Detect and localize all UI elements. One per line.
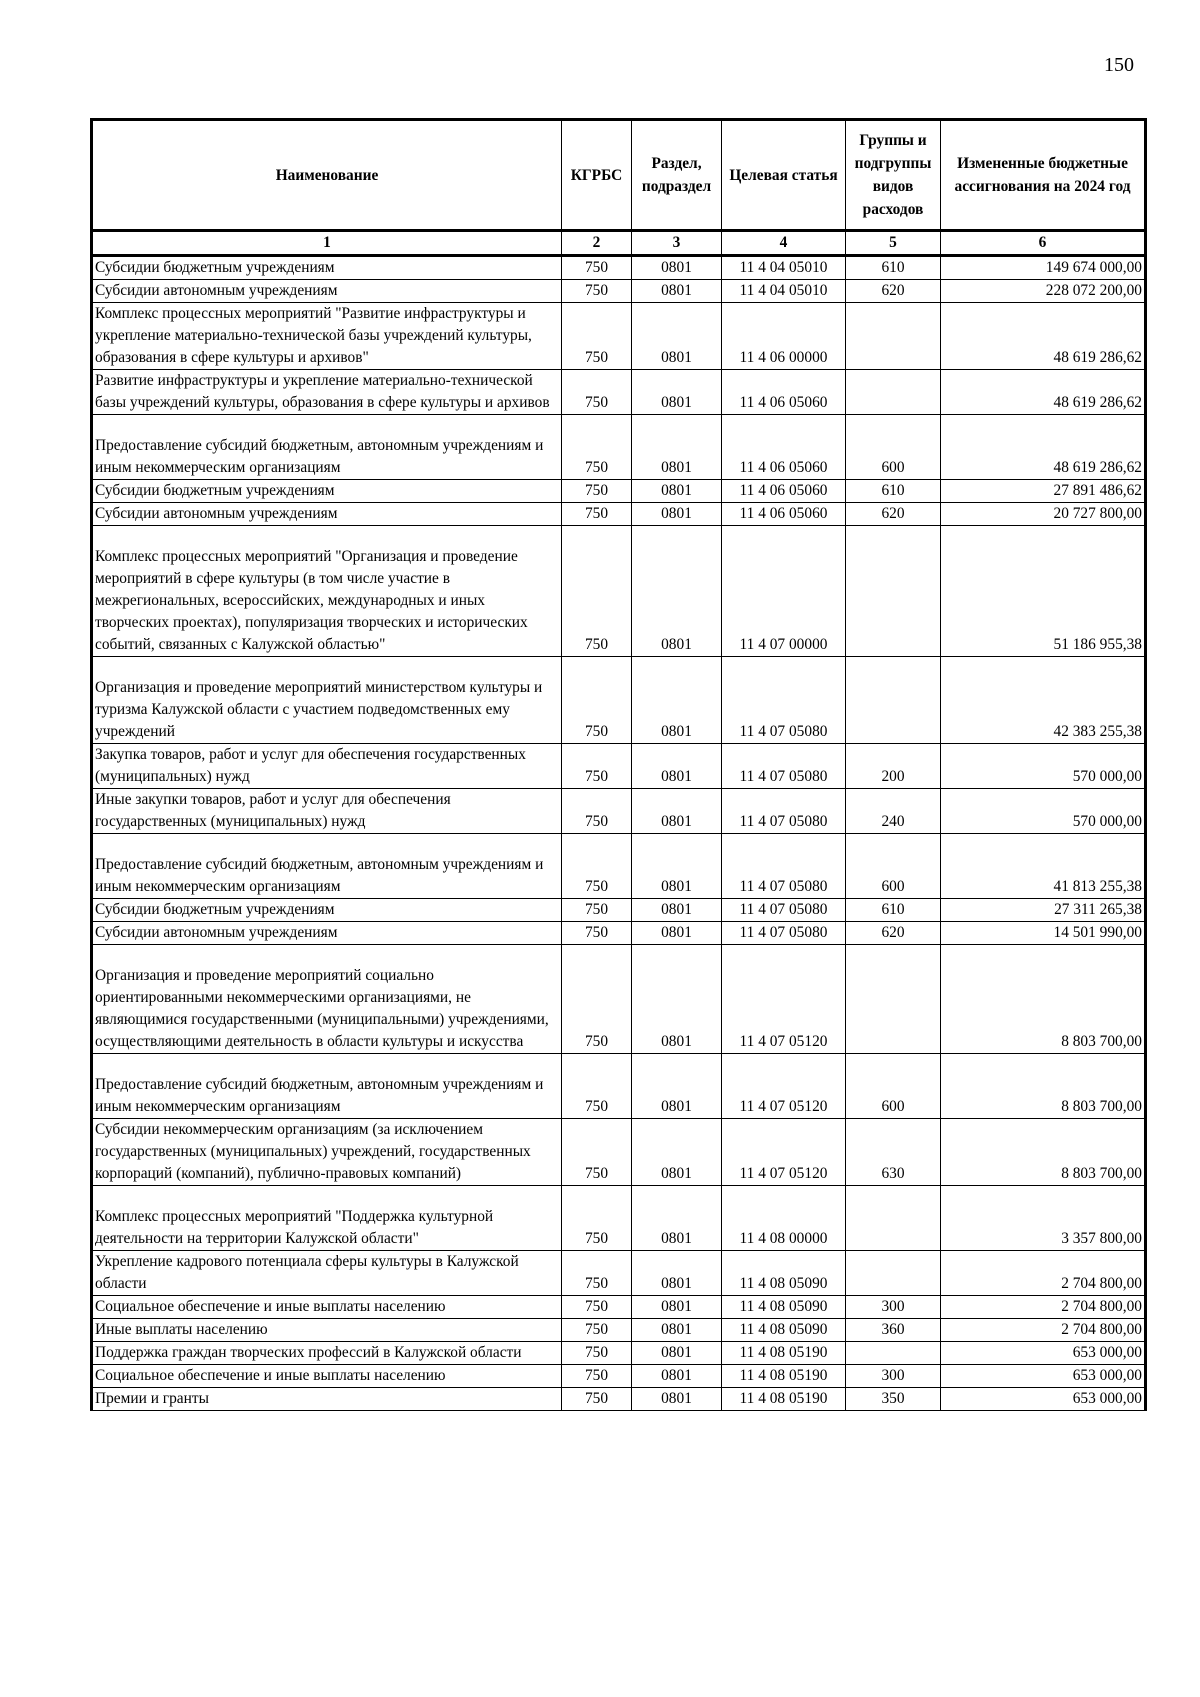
column-number: 4 xyxy=(722,231,846,256)
row-amount: 27 891 486,62 xyxy=(941,480,1146,503)
column-number: 6 xyxy=(941,231,1146,256)
row-group: 620 xyxy=(846,280,941,303)
table-row xyxy=(92,744,1146,789)
row-kgrbs: 750 xyxy=(562,256,632,280)
header-name: Наименование xyxy=(92,120,562,231)
row-kgrbs: 750 xyxy=(562,744,632,789)
row-target: 11 4 06 05060 xyxy=(722,503,846,526)
row-name: Предоставление субсидий бюджетным, автономным учреждениям и иным некоммерческим организациям xyxy=(92,415,562,480)
row-amount: 2 704 800,00 xyxy=(941,1296,1146,1319)
row-group: 240 xyxy=(846,789,941,834)
row-name: Комплекс процессных мероприятий "Организация и проведение мероприятий в сфере культуры (в том числе участие в межрегиональных, всероссийских, международных и иных творческих проектах), популяризация творческих и исторических событий, связанных с Калужской областью" xyxy=(92,526,562,657)
row-section: 0801 xyxy=(632,1342,722,1365)
row-group: 200 xyxy=(846,744,941,789)
row-amount: 8 803 700,00 xyxy=(941,1054,1146,1119)
row-name: Организация и проведение мероприятий социально ориентированными некоммерческими организациями, не являющимися государственными (муниципальными) учреждениями, осуществляющими деятельность в области культуры и искусства xyxy=(92,945,562,1054)
table-row xyxy=(92,1365,1146,1388)
row-name: Предоставление субсидий бюджетным, автономным учреждениям и иным некоммерческим организациям xyxy=(92,834,562,899)
row-group: 600 xyxy=(846,1054,941,1119)
row-section: 0801 xyxy=(632,789,722,834)
row-section: 0801 xyxy=(632,1319,722,1342)
row-amount: 48 619 286,62 xyxy=(941,303,1146,370)
table-row xyxy=(92,256,1146,280)
row-kgrbs: 750 xyxy=(562,1296,632,1319)
row-name: Субсидии бюджетным учреждениям xyxy=(92,480,562,503)
table-row xyxy=(92,1342,1146,1365)
row-group xyxy=(846,657,941,744)
row-target: 11 4 07 05080 xyxy=(722,789,846,834)
row-target: 11 4 07 05080 xyxy=(722,899,846,922)
row-kgrbs: 750 xyxy=(562,480,632,503)
row-name: Субсидии некоммерческим организациям (за исключением государственных (муниципальных) учреждений, государственных корпораций (компаний), публично-правовых компаний) xyxy=(92,1119,562,1186)
row-amount: 149 674 000,00 xyxy=(941,256,1146,280)
table-body xyxy=(92,256,1146,1411)
header-row xyxy=(92,120,1146,231)
row-section: 0801 xyxy=(632,1365,722,1388)
row-amount: 653 000,00 xyxy=(941,1342,1146,1365)
table-row xyxy=(92,1186,1146,1251)
row-name: Организация и проведение мероприятий министерством культуры и туризма Калужской области с участием подведомственных ему учреждений xyxy=(92,657,562,744)
row-group: 630 xyxy=(846,1119,941,1186)
row-target: 11 4 06 05060 xyxy=(722,480,846,503)
table-row xyxy=(92,415,1146,480)
header-kgrbs: КГРБС xyxy=(562,120,632,231)
row-kgrbs: 750 xyxy=(562,1054,632,1119)
row-section: 0801 xyxy=(632,256,722,280)
row-target: 11 4 07 05080 xyxy=(722,922,846,945)
row-group: 600 xyxy=(846,834,941,899)
row-section: 0801 xyxy=(632,480,722,503)
row-name: Социальное обеспечение и иные выплаты населению xyxy=(92,1365,562,1388)
row-section: 0801 xyxy=(632,415,722,480)
row-section: 0801 xyxy=(632,834,722,899)
row-target: 11 4 08 05190 xyxy=(722,1365,846,1388)
row-amount: 8 803 700,00 xyxy=(941,1119,1146,1186)
row-kgrbs: 750 xyxy=(562,1342,632,1365)
row-group xyxy=(846,1342,941,1365)
row-kgrbs: 750 xyxy=(562,922,632,945)
row-name: Комплекс процессных мероприятий "Поддержка культурной деятельности на территории Калужской области" xyxy=(92,1186,562,1251)
column-number-row xyxy=(92,231,1146,256)
row-group xyxy=(846,526,941,657)
row-group: 620 xyxy=(846,922,941,945)
row-target: 11 4 07 05080 xyxy=(722,657,846,744)
row-kgrbs: 750 xyxy=(562,945,632,1054)
row-kgrbs: 750 xyxy=(562,1319,632,1342)
row-kgrbs: 750 xyxy=(562,1388,632,1411)
row-amount: 2 704 800,00 xyxy=(941,1319,1146,1342)
table-row xyxy=(92,480,1146,503)
row-target: 11 4 08 05190 xyxy=(722,1388,846,1411)
row-target: 11 4 08 00000 xyxy=(722,1186,846,1251)
row-amount: 42 383 255,38 xyxy=(941,657,1146,744)
row-section: 0801 xyxy=(632,945,722,1054)
row-section: 0801 xyxy=(632,899,722,922)
row-group xyxy=(846,1186,941,1251)
row-target: 11 4 07 05120 xyxy=(722,1119,846,1186)
row-name: Социальное обеспечение и иные выплаты населению xyxy=(92,1296,562,1319)
row-amount: 27 311 265,38 xyxy=(941,899,1146,922)
table-row xyxy=(92,899,1146,922)
row-group: 610 xyxy=(846,899,941,922)
row-name: Укрепление кадрового потенциала сферы культуры в Калужской области xyxy=(92,1251,562,1296)
row-kgrbs: 750 xyxy=(562,1119,632,1186)
row-group: 620 xyxy=(846,503,941,526)
row-section: 0801 xyxy=(632,503,722,526)
table-row xyxy=(92,1388,1146,1411)
row-target: 11 4 08 05190 xyxy=(722,1342,846,1365)
row-group xyxy=(846,303,941,370)
row-section: 0801 xyxy=(632,744,722,789)
row-amount: 228 072 200,00 xyxy=(941,280,1146,303)
column-number: 1 xyxy=(92,231,562,256)
row-group: 300 xyxy=(846,1296,941,1319)
table-row xyxy=(92,370,1146,415)
row-section: 0801 xyxy=(632,922,722,945)
budget-table-container xyxy=(90,118,1147,1411)
row-amount: 48 619 286,62 xyxy=(941,370,1146,415)
row-kgrbs: 750 xyxy=(562,1186,632,1251)
row-target: 11 4 07 05080 xyxy=(722,834,846,899)
row-target: 11 4 08 05090 xyxy=(722,1319,846,1342)
column-number: 3 xyxy=(632,231,722,256)
row-kgrbs: 750 xyxy=(562,280,632,303)
row-kgrbs: 750 xyxy=(562,415,632,480)
row-amount: 2 704 800,00 xyxy=(941,1251,1146,1296)
row-amount: 653 000,00 xyxy=(941,1388,1146,1411)
row-group: 360 xyxy=(846,1319,941,1342)
row-target: 11 4 06 05060 xyxy=(722,415,846,480)
row-group xyxy=(846,1251,941,1296)
row-name: Премии и гранты xyxy=(92,1388,562,1411)
row-name: Комплекс процессных мероприятий "Развитие инфраструктуры и укрепление материально-технической базы учреждений культуры, образования в сфере культуры и архивов" xyxy=(92,303,562,370)
row-name: Иные выплаты населению xyxy=(92,1319,562,1342)
row-name: Закупка товаров, работ и услуг для обеспечения государственных (муниципальных) нужд xyxy=(92,744,562,789)
row-group xyxy=(846,945,941,1054)
row-kgrbs: 750 xyxy=(562,370,632,415)
row-section: 0801 xyxy=(632,1388,722,1411)
row-name: Субсидии бюджетным учреждениям xyxy=(92,256,562,280)
row-amount: 8 803 700,00 xyxy=(941,945,1146,1054)
row-name: Субсидии бюджетным учреждениям xyxy=(92,899,562,922)
row-target: 11 4 07 05120 xyxy=(722,945,846,1054)
page-number: 150 xyxy=(1104,54,1134,76)
row-target: 11 4 08 05090 xyxy=(722,1296,846,1319)
table-row xyxy=(92,1296,1146,1319)
table-row xyxy=(92,945,1146,1054)
row-target: 11 4 06 00000 xyxy=(722,303,846,370)
row-section: 0801 xyxy=(632,1119,722,1186)
row-amount: 3 357 800,00 xyxy=(941,1186,1146,1251)
row-section: 0801 xyxy=(632,280,722,303)
row-section: 0801 xyxy=(632,303,722,370)
row-section: 0801 xyxy=(632,526,722,657)
row-amount: 653 000,00 xyxy=(941,1365,1146,1388)
row-name: Субсидии автономным учреждениям xyxy=(92,922,562,945)
row-section: 0801 xyxy=(632,1296,722,1319)
row-target: 11 4 04 05010 xyxy=(722,256,846,280)
table-row xyxy=(92,922,1146,945)
row-section: 0801 xyxy=(632,1251,722,1296)
row-amount: 51 186 955,38 xyxy=(941,526,1146,657)
row-amount: 41 813 255,38 xyxy=(941,834,1146,899)
row-kgrbs: 750 xyxy=(562,834,632,899)
row-group: 600 xyxy=(846,415,941,480)
row-kgrbs: 750 xyxy=(562,303,632,370)
table-row xyxy=(92,1319,1146,1342)
budget-table xyxy=(90,118,1147,1411)
row-target: 11 4 07 05080 xyxy=(722,744,846,789)
row-amount: 20 727 800,00 xyxy=(941,503,1146,526)
table-row xyxy=(92,1054,1146,1119)
table-row xyxy=(92,526,1146,657)
table-row xyxy=(92,1119,1146,1186)
table-row xyxy=(92,503,1146,526)
row-section: 0801 xyxy=(632,657,722,744)
table-row xyxy=(92,789,1146,834)
row-kgrbs: 750 xyxy=(562,503,632,526)
header-target: Целевая статья xyxy=(722,120,846,231)
row-kgrbs: 750 xyxy=(562,526,632,657)
row-target: 11 4 04 05010 xyxy=(722,280,846,303)
row-name: Предоставление субсидий бюджетным, автономным учреждениям и иным некоммерческим организациям xyxy=(92,1054,562,1119)
row-group: 350 xyxy=(846,1388,941,1411)
row-kgrbs: 750 xyxy=(562,1365,632,1388)
row-target: 11 4 08 05090 xyxy=(722,1251,846,1296)
table-row xyxy=(92,657,1146,744)
row-section: 0801 xyxy=(632,1054,722,1119)
row-section: 0801 xyxy=(632,370,722,415)
row-amount: 570 000,00 xyxy=(941,789,1146,834)
row-name: Развитие инфраструктуры и укрепление материально-технической базы учреждений культуры, образования в сфере культуры и архивов xyxy=(92,370,562,415)
row-name: Субсидии автономным учреждениям xyxy=(92,280,562,303)
row-kgrbs: 750 xyxy=(562,899,632,922)
row-amount: 14 501 990,00 xyxy=(941,922,1146,945)
row-section: 0801 xyxy=(632,1186,722,1251)
row-kgrbs: 750 xyxy=(562,657,632,744)
row-amount: 48 619 286,62 xyxy=(941,415,1146,480)
row-name: Субсидии автономным учреждениям xyxy=(92,503,562,526)
column-number: 5 xyxy=(846,231,941,256)
row-group: 610 xyxy=(846,480,941,503)
row-target: 11 4 07 00000 xyxy=(722,526,846,657)
table-row xyxy=(92,834,1146,899)
row-group xyxy=(846,370,941,415)
table-row xyxy=(92,1251,1146,1296)
table-row xyxy=(92,303,1146,370)
row-group: 300 xyxy=(846,1365,941,1388)
row-amount: 570 000,00 xyxy=(941,744,1146,789)
row-kgrbs: 750 xyxy=(562,789,632,834)
row-kgrbs: 750 xyxy=(562,1251,632,1296)
table-row xyxy=(92,280,1146,303)
row-target: 11 4 07 05120 xyxy=(722,1054,846,1119)
row-name: Поддержка граждан творческих профессий в Калужской области xyxy=(92,1342,562,1365)
header-groups: Группы и подгруппы видов расходов xyxy=(846,120,941,231)
header-amount: Измененные бюджетные ассигнования на 2024 год xyxy=(941,120,1146,231)
column-number: 2 xyxy=(562,231,632,256)
header-section: Раздел, подраздел xyxy=(632,120,722,231)
row-name: Иные закупки товаров, работ и услуг для обеспечения государственных (муниципальных) нужд xyxy=(92,789,562,834)
row-group: 610 xyxy=(846,256,941,280)
row-target: 11 4 06 05060 xyxy=(722,370,846,415)
